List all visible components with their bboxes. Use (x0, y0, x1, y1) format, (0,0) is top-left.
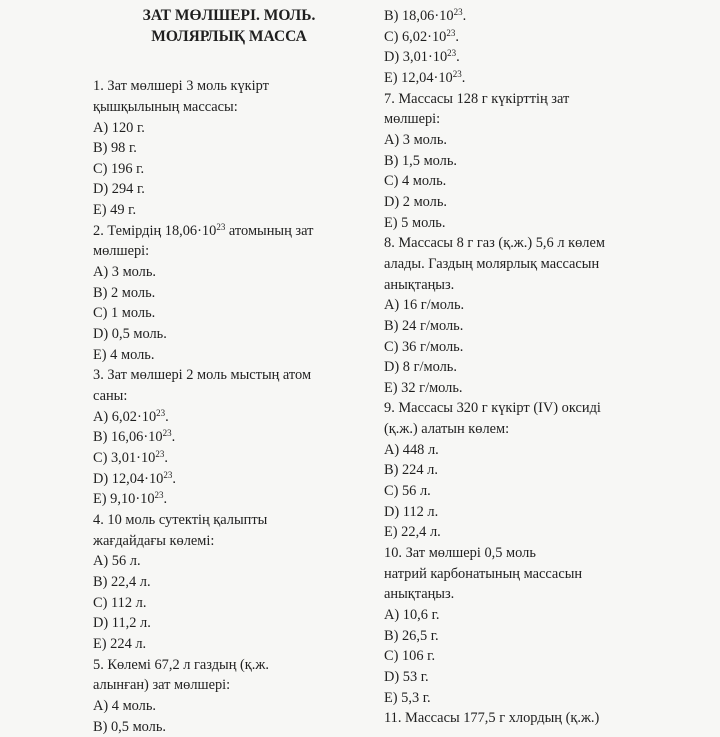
answer-option: B) 26,5 г. (384, 627, 439, 644)
question-text: 11. Массасы 177,5 г хлордың (қ.ж.) (384, 710, 600, 727)
answer-option: D) 11,2 л. (93, 615, 151, 632)
answer-option: B) 98 г. (93, 140, 137, 157)
answer-option: D) 112 л. (384, 503, 439, 520)
question-text: 7. Массасы 128 г күкірттің зат (384, 90, 570, 107)
question-text: жағдайдағы көлемі: (93, 532, 215, 549)
answer-option: A) 120 г. (93, 119, 145, 136)
answer-option: C) 106 г. (384, 648, 436, 665)
exponent: 23 (453, 7, 463, 17)
exponent: 23 (154, 490, 164, 501)
answer-option (93, 448, 365, 469)
question-text: 5. Көлемі 67,2 л газдың (қ.ж. (93, 656, 269, 673)
answer-option: D) 2 моль. (384, 193, 448, 210)
question-text: натрий карбонатының массасын (384, 565, 583, 582)
answer-option: B) 224 л. (384, 462, 438, 479)
option-base: C) 3,01·10 (93, 450, 156, 466)
answer-option: D) 53 г. (384, 669, 429, 685)
answer-option (93, 407, 365, 428)
exponent: 23 (216, 221, 226, 232)
answer-option: D) 8 г/моль. (384, 359, 457, 376)
option-base: E) 12,04·10 (384, 69, 453, 86)
answer-option (93, 489, 365, 510)
option-base: A) 6,02·10 (93, 408, 157, 425)
question-text-part: атомының зат (225, 222, 314, 239)
answer-option (384, 68, 684, 89)
question-text: мөлшері: (93, 243, 150, 260)
option-base: E) 9,10·10 (93, 491, 155, 508)
option-tail: . (165, 408, 169, 425)
question-text: анықтаңыз. (384, 276, 455, 293)
question-text: 3. Зат мөлшері 2 моль мыстың атом (93, 367, 312, 384)
question-text (93, 221, 365, 242)
right-column (384, 6, 684, 729)
question-11 (384, 708, 684, 729)
answer-option: E) 49 г. (93, 202, 137, 219)
question-9 (384, 398, 684, 543)
option-base: B) 16,06·10 (93, 429, 163, 446)
option-tail: . (171, 429, 176, 446)
exponent: 23 (452, 68, 462, 79)
exponent: 23 (447, 48, 457, 59)
question-6-continuation (384, 6, 684, 89)
title-line-1: ЗАТ МӨЛШЕРІ. МОЛЬ. (142, 7, 316, 24)
option-tail: . (462, 8, 467, 24)
answer-option: E) 5,3 г. (384, 689, 431, 706)
answer-option (384, 6, 684, 27)
exponent: 23 (163, 469, 173, 480)
question-3 (93, 365, 365, 510)
answer-option: A) 3 моль. (93, 264, 157, 281)
answer-option: B) 1,5 моль. (384, 152, 458, 169)
question-8 (384, 233, 684, 398)
option-tail: . (461, 69, 466, 86)
question-4 (93, 510, 365, 655)
exponent: 23 (162, 428, 172, 439)
title-line-2: МОЛЯРЛЫҚ МАССА (151, 27, 307, 45)
answer-option: A) 10,6 г. (384, 607, 440, 624)
question-2 (93, 221, 365, 366)
answer-option (93, 427, 365, 448)
answer-option (384, 47, 684, 68)
option-base: D) 12,04·10 (93, 470, 164, 487)
page-title (93, 6, 365, 47)
exponent: 23 (155, 449, 165, 459)
exponent: 23 (446, 27, 456, 38)
exponent: 23 (156, 407, 166, 418)
question-1 (93, 76, 365, 221)
question-text: 8. Массасы 8 г газ (қ.ж.) 5,6 л көлем (384, 235, 605, 252)
question-text-part: 2. Темірдің 18,06·10 (93, 222, 217, 239)
option-tail: . (172, 470, 176, 487)
question-text: 10. Зат мөлшері 0,5 моль (384, 545, 536, 562)
answer-option: C) 4 моль. (384, 173, 447, 190)
answer-option: B) 24 г/моль. (384, 317, 464, 334)
option-tail: . (455, 28, 459, 45)
answer-option: A) 448 л. (384, 441, 439, 458)
answer-option: E) 5 моль. (384, 214, 446, 231)
answer-option: C) 56 л. (384, 483, 431, 500)
answer-option: A) 3 моль. (384, 131, 448, 148)
answer-option: E) 22,4 л. (384, 524, 441, 541)
answer-option: E) 224 л. (93, 635, 147, 652)
answer-option: B) 0,5 моль. (93, 718, 167, 735)
answer-option: A) 16 г/моль. (384, 297, 465, 314)
title-gap (93, 47, 365, 76)
answer-option: C) 36 г/моль. (384, 338, 464, 355)
option-base: C) 6,02·10 (384, 28, 447, 45)
question-text: 1. Зат мөлшері 3 моль күкірт (93, 78, 269, 95)
answer-option: D) 0,5 моль. (93, 326, 167, 343)
question-text: алынған) зат мөлшері: (93, 677, 231, 694)
answer-option: C) 1 моль. (93, 305, 156, 322)
left-column (93, 6, 365, 737)
question-text: қышқылының массасы: (93, 98, 238, 115)
question-text: 4. 10 моль сутектің қалыпты (93, 511, 268, 528)
question-text: анықтаңыз. (384, 586, 455, 603)
answer-option: B) 22,4 л. (93, 573, 151, 590)
option-base: D) 3,01·10 (384, 49, 448, 66)
question-5 (93, 655, 365, 737)
answer-option: C) 112 л. (93, 594, 147, 611)
question-text: саны: (93, 388, 128, 405)
option-base: B) 18,06·10 (384, 8, 454, 24)
answer-option: E) 32 г/моль. (384, 379, 463, 396)
question-text: (қ.ж.) алатын көлем: (384, 421, 510, 438)
question-10 (384, 543, 684, 708)
answer-option: A) 4 моль. (93, 697, 157, 714)
question-text: мөлшері: (384, 111, 441, 128)
option-tail: . (456, 49, 460, 66)
question-text: 9. Массасы 320 г күкірт (IV) оксиді (384, 400, 601, 417)
answer-option (93, 469, 365, 490)
option-tail: . (164, 450, 168, 466)
answer-option: E) 4 моль. (93, 346, 155, 363)
option-tail: . (163, 491, 168, 508)
answer-option: B) 2 моль. (93, 284, 156, 301)
answer-option: C) 196 г. (93, 160, 145, 177)
answer-option: A) 56 л. (93, 553, 141, 570)
answer-option (384, 27, 684, 48)
answer-option: D) 294 г. (93, 181, 145, 198)
question-7 (384, 89, 684, 234)
question-text: алады. Газдың молярлық массасын (384, 255, 600, 272)
